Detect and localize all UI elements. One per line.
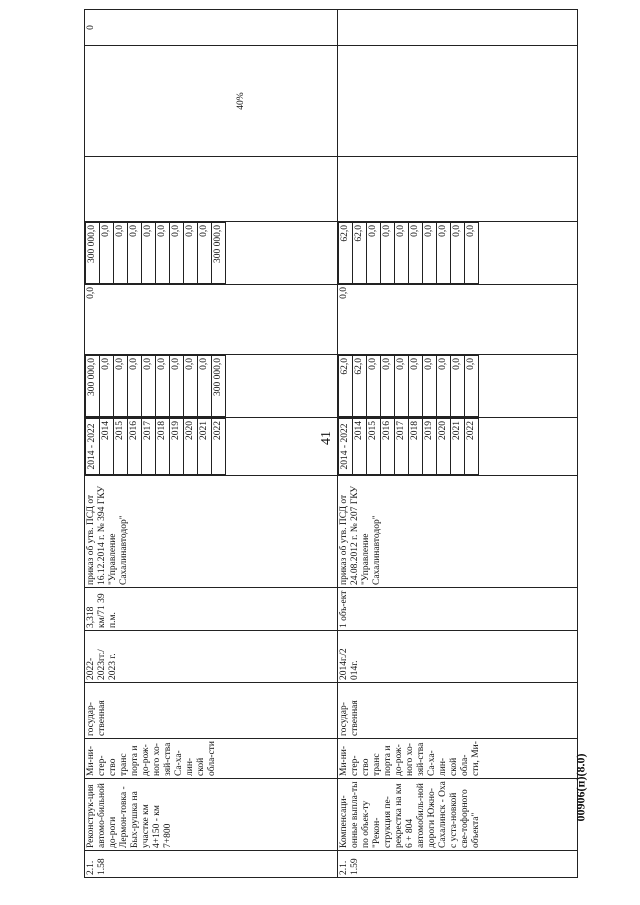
extra-cell [85, 157, 338, 222]
remain-value: 0,0 [198, 223, 212, 284]
cost-value: 0,0 [184, 356, 198, 417]
year: 2016 [381, 419, 395, 475]
percent-cell [85, 46, 338, 157]
remain-value: 0,0 [395, 223, 409, 284]
period: 2022-2023гг./ 2023 г. [85, 631, 338, 683]
year: 2017 [395, 419, 409, 475]
remain-value: 0,0 [114, 223, 128, 284]
remain-value: 0,0 [367, 223, 381, 284]
customer: Ми-ни-стер-ство транс порта и до-рож-ного хо-зяй-ства Са-ха-лин-ской обла-сти [85, 739, 338, 779]
cost-value: 62,0 [339, 356, 353, 417]
years-cell [338, 418, 578, 476]
ownership: государ-ственная [85, 683, 338, 739]
year: 2016 [128, 419, 142, 475]
extra-cell [338, 157, 578, 222]
years-list [338, 418, 479, 475]
cost-value: 0,0 [170, 356, 184, 417]
cost-value: 0,0 [198, 356, 212, 417]
percent-value: 40% [236, 92, 246, 110]
done-value: 0,0 [338, 285, 578, 355]
footer-code: 00906(п)(8.0) [573, 753, 588, 822]
remain-value: 0,0 [128, 223, 142, 284]
last-value: 0 [85, 10, 338, 46]
years-cell [85, 418, 338, 476]
percent-cell [338, 46, 578, 157]
remain-list [338, 222, 479, 284]
year: 2018 [156, 419, 170, 475]
year: 2017 [142, 419, 156, 475]
year: 2014 [353, 419, 367, 475]
capacity: 1 объ-ект [338, 588, 578, 631]
remain-cell [85, 222, 338, 285]
year: 2019 [170, 419, 184, 475]
rotated-table-wrapper [84, 25, 629, 878]
object-name: Компенсаци-онные выпла-ты по объек-ту "Рекон-струкция пе-рекрестка на км 6 + 804 автомобиль-ной дороги Южно-Сахалинск - Оха с устa-новкой све-тофорного объекта" [338, 779, 578, 851]
remain-value: 62,0 [353, 223, 367, 284]
remain-value: 300 000,0 [86, 223, 100, 284]
object-name: Реконструк-ция автомо-бильной до-роги Лермон-товка - Бых-рушка на участке км 4+150 - км 7+800 [85, 779, 338, 851]
cost-value: 300 000,0 [212, 356, 226, 417]
years-list [85, 418, 226, 475]
remain-value: 62,0 [339, 223, 353, 284]
document: приказ об утв. ПСД от 24.08.2012 г. № 207 ГКУ "Управление Сахалинавтодор" [338, 476, 578, 588]
year: 2022 [212, 419, 226, 475]
cost-value: 0,0 [465, 356, 479, 417]
cost-value: 0,0 [114, 356, 128, 417]
period: 2014г./2 014г. [338, 631, 578, 683]
cost-list [338, 355, 479, 417]
year: 2021 [451, 419, 465, 475]
remain-value: 0,0 [451, 223, 465, 284]
document: приказ об утв. ПСД от 16.12.2014 г. № 394 ГКУ "Управление Сахалинавтодор" [85, 476, 338, 588]
year: 2014 - 2022 [339, 419, 353, 475]
year: 2018 [409, 419, 423, 475]
year: 2020 [437, 419, 451, 475]
remain-value: 0,0 [100, 223, 114, 284]
cost-cell [338, 355, 578, 418]
cost-value: 0,0 [381, 356, 395, 417]
remain-list [85, 222, 226, 284]
year: 2022 [465, 419, 479, 475]
cost-value: 62,0 [353, 356, 367, 417]
year: 2020 [184, 419, 198, 475]
ownership: государ-ственная [338, 683, 578, 739]
budget-table [84, 9, 578, 878]
remain-value: 0,0 [437, 223, 451, 284]
remain-cell [338, 222, 578, 285]
remain-value: 0,0 [423, 223, 437, 284]
table-viewport [84, 25, 629, 878]
row-number: 2.1. 1.58 [85, 851, 338, 878]
cost-cell [85, 355, 338, 418]
year: 2021 [198, 419, 212, 475]
year: 2015 [114, 419, 128, 475]
year: 2014 [100, 419, 114, 475]
last-value [338, 10, 578, 46]
cost-value: 0,0 [409, 356, 423, 417]
cost-value: 0,0 [395, 356, 409, 417]
year: 2014 - 2022 [86, 419, 100, 475]
cost-value: 0,0 [423, 356, 437, 417]
cost-value: 0,0 [156, 356, 170, 417]
remain-value: 300 000,0 [212, 223, 226, 284]
cost-value: 0,0 [128, 356, 142, 417]
cost-value: 0,0 [451, 356, 465, 417]
year: 2019 [423, 419, 437, 475]
page-number: 41 [319, 431, 334, 445]
cost-value: 0,0 [100, 356, 114, 417]
row-number: 2.1. 1.59 [338, 851, 578, 878]
year: 2015 [367, 419, 381, 475]
cost-value: 0,0 [142, 356, 156, 417]
capacity: 3,318 км/71 39 п.м. [85, 588, 338, 631]
customer: Ми-ни-стер-ство транс порта и до-рож-ного хо-зяй-ства Са-ха-лин-ской обла-сти, Ми- [338, 739, 578, 779]
cost-value: 0,0 [437, 356, 451, 417]
remain-value: 0,0 [156, 223, 170, 284]
remain-value: 0,0 [142, 223, 156, 284]
remain-value: 0,0 [409, 223, 423, 284]
cost-value: 0,0 [367, 356, 381, 417]
table-row [338, 10, 578, 878]
remain-value: 0,0 [170, 223, 184, 284]
table-row [85, 10, 338, 878]
remain-value: 0,0 [381, 223, 395, 284]
remain-value: 0,0 [184, 223, 198, 284]
done-value: 0,0 [85, 285, 338, 355]
remain-value: 0,0 [465, 223, 479, 284]
cost-list [85, 355, 226, 417]
cost-value: 300 000,0 [86, 356, 100, 417]
